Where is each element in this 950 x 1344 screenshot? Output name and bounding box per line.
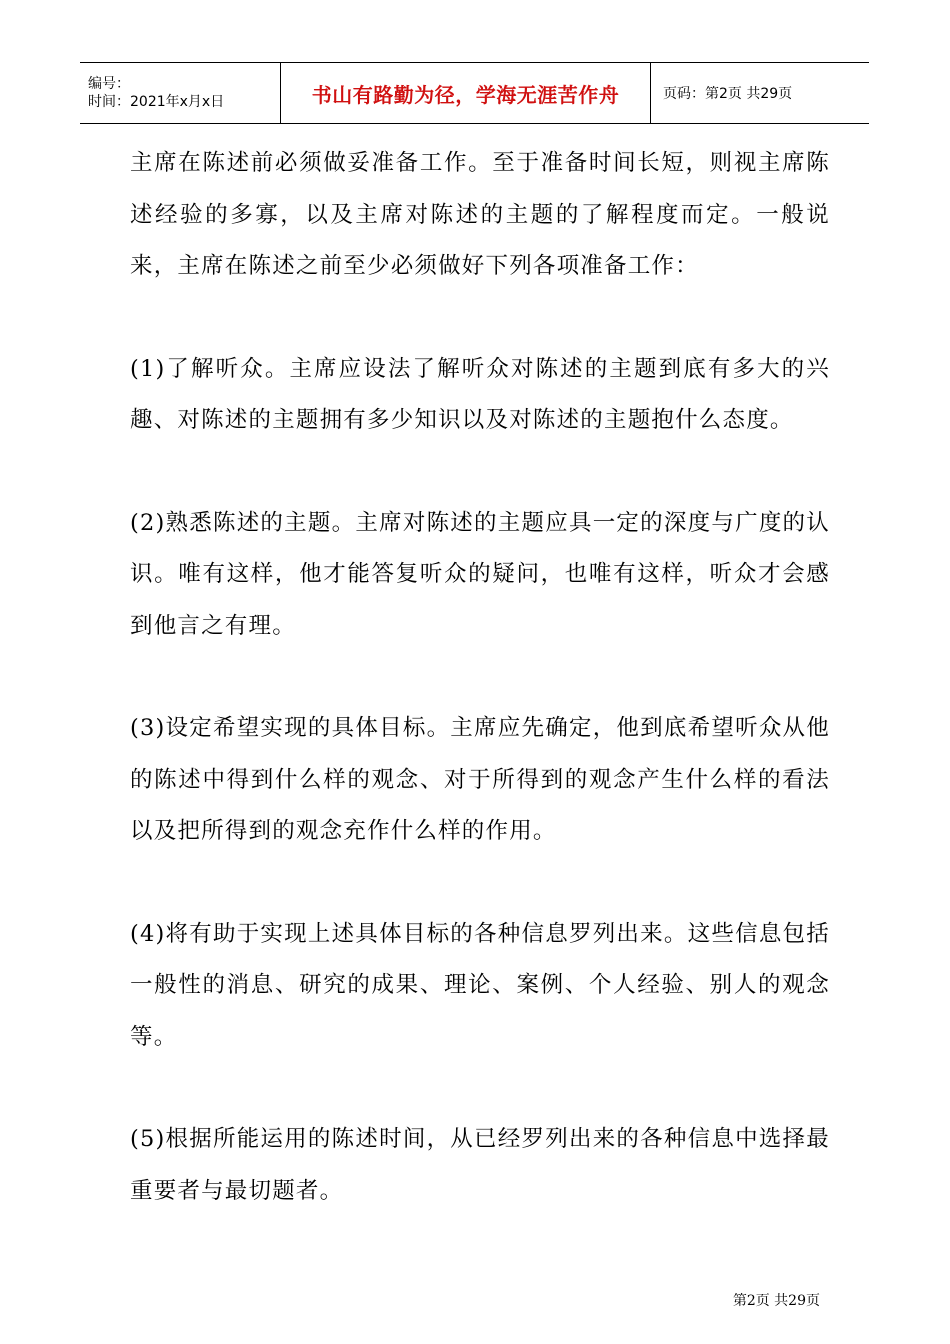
- header-meta: [80, 63, 280, 123]
- paragraph-item-4: (4)将有助于实现上述具体目标的各种信息罗列出来。这些信息包括一般性的消息、研究的成果、理论、案例、个人经验、别人的观念等。: [130, 920, 830, 1050]
- document-body: [130, 138, 830, 1217]
- page-footer: [733, 1290, 820, 1310]
- paragraph-item-1: (1)了解听众。主席应设法了解听众对陈述的主题到底有多大的兴趣、对陈述的主题拥有多少知识以及对陈述的主题抱什么态度。: [130, 355, 830, 433]
- number-label: 编号：: [88, 76, 130, 92]
- header-motto-cell: [280, 63, 651, 123]
- time-label: 时间：2021年x月x日: [88, 94, 225, 110]
- motto-text: 书山有路勤为径，学海无涯苦作舟: [311, 82, 620, 107]
- footer-page-number: 第2页 共29页: [732, 1293, 820, 1309]
- header-page-cell: [651, 63, 869, 123]
- paragraph-item-5: (5)根据所能运用的陈述时间，从已经罗列出来的各种信息中选择最重要者与最切题者。: [130, 1126, 830, 1204]
- paragraph-item-3: (3)设定希望实现的具体目标。主席应先确定，他到底希望听众从他的陈述中得到什么样的观念、对于所得到的观念产生什么样的看法以及把所得到的观念充作什么样的作用。: [130, 715, 830, 844]
- paragraph-item-2: (2)熟悉陈述的主题。主席对陈述的主题应具一定的深度与广度的认识。唯有这样，他才能答复听众的疑问，也唯有这样，听众才会感到他言之有理。: [130, 509, 830, 639]
- page-info: 页码：第2页 共29页: [663, 86, 793, 102]
- paragraph-intro: 主席在陈述前必须做妥准备工作。至于准备时间长短，则视主席陈述经验的多寡，以及主席对陈述的主题的了解程度而定。一般说来，主席在陈述之前至少必须做好下列各项准备工作：: [130, 150, 830, 279]
- page-header: [80, 62, 869, 124]
